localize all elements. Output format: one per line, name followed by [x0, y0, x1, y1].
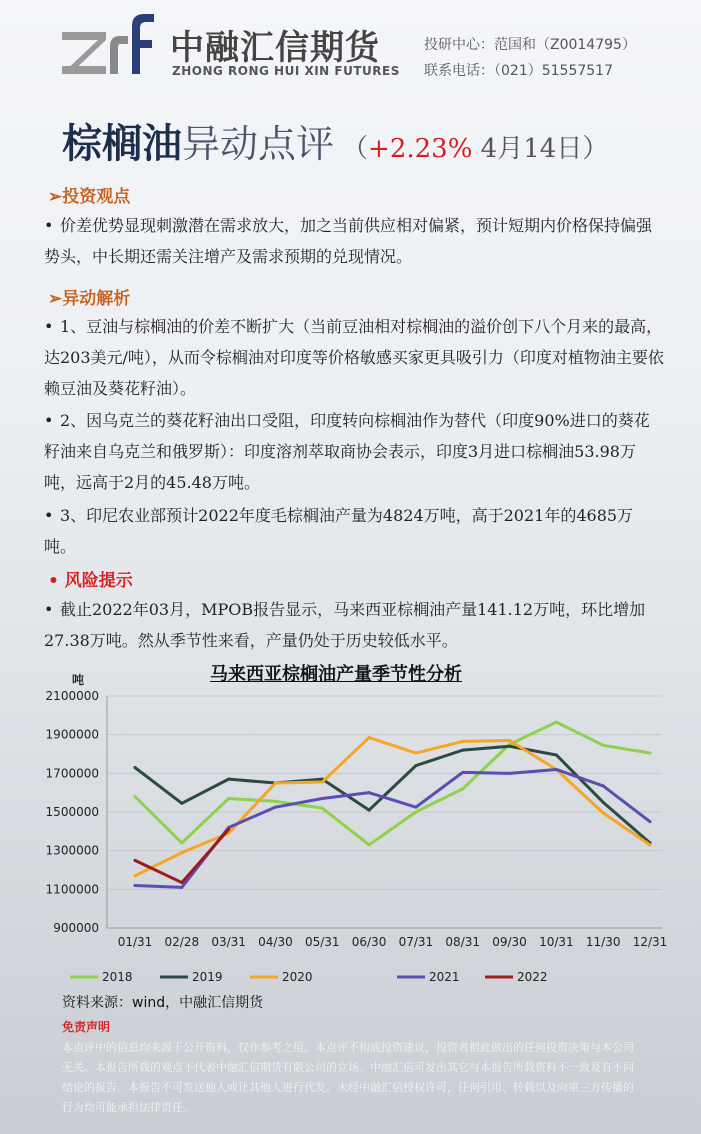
header — [0, 0, 701, 100]
section-investment-view: ➢投资观点 — [48, 187, 131, 207]
y-tick-label: 1900000 — [45, 727, 99, 742]
data-point-2019 — [134, 766, 137, 769]
logo-english-name: ZHONG RONG HUI XIN FUTURES — [172, 64, 400, 78]
y-tick-label: 1700000 — [45, 766, 99, 781]
series-line-2022 — [135, 829, 229, 882]
data-point-2020 — [602, 811, 605, 814]
data-point-2021 — [321, 797, 324, 800]
data-point-2019 — [414, 764, 417, 767]
data-point-2019 — [461, 749, 464, 752]
production-seasonality-chart — [0, 652, 701, 992]
data-point-2018 — [134, 795, 137, 798]
x-tick-label: 02/28 — [164, 935, 200, 949]
investment-view-body: 价差优势显现刺激潜在需求放大，加之当前供应相对偏紧，预计短期内价格保持偏强势头，中长期还需关注增产及需求预期的兑现情况。 — [44, 216, 653, 266]
title-paren-close: ） — [582, 134, 609, 164]
data-point-2021 — [368, 791, 371, 794]
data-point-2020 — [321, 781, 324, 784]
risk-text — [44, 594, 664, 656]
data-point-2018 — [649, 752, 652, 755]
disclaimer-text: 本点评中的信息均来源于公开资料，仅作参考之用。本点评不构成投资建议，投资者据此做出的任何投资决策与本公司无关。本报告所载的观点不代表中融汇信期货有限公司的立场。中融汇信可发出其它与本报告所载资料不一致及有不同结论的报告。本报告不可发送他人或让其他人进行代发。未经中融汇信授权许可，任何引用、转载以及向第三方传播的行为均可能承担法律责任。 — [62, 1041, 634, 1114]
data-point-2021 — [274, 806, 277, 809]
data-point-2019 — [227, 778, 230, 781]
title-change: +2.23% — [368, 134, 473, 164]
data-point-2018 — [368, 843, 371, 846]
section-analysis: ➢异动解析 — [48, 289, 131, 309]
data-point-2019 — [508, 745, 511, 748]
data-point-2019 — [555, 753, 558, 756]
data-point-2020 — [508, 739, 511, 742]
data-point-2022 — [227, 828, 230, 831]
data-point-2018 — [414, 811, 417, 814]
analysis-item-3 — [44, 500, 664, 562]
contact-phone: 联系电话：（021）51557517 — [424, 63, 613, 79]
analysis-item-2 — [44, 405, 664, 498]
bullet: • — [44, 317, 54, 336]
data-point-2021 — [461, 771, 464, 774]
risk-text-body: 截止2022年03月，MPOB报告显示，马来西亚棕榈油产量141.12万吨，环比增加27.38万吨。然从季节性来看，产量仍处于历史较低水平。 — [44, 600, 646, 650]
bullet: • — [44, 216, 54, 235]
x-tick-label: 05/31 — [304, 935, 340, 949]
data-point-2018 — [274, 800, 277, 803]
title-date: 4月14日 — [472, 134, 583, 164]
title-meta — [342, 134, 608, 164]
analysis-item-2-text: 2、因乌克兰的葵花籽油出口受阻，印度转向棕榈油作为替代（印度90%进口的葵花籽油来自乌克兰和俄罗斯）：印度溶剂萃取商协会表示，印度3月进口棕榈油53.98万吨，远高于2月的45.48万吨。 — [44, 411, 650, 492]
y-axis-label: 吨 — [72, 673, 85, 687]
data-point-2021 — [134, 884, 137, 887]
analysis-item-1 — [44, 311, 664, 404]
data-point-2018 — [555, 721, 558, 724]
legend-label-2019: 2019 — [192, 970, 223, 984]
x-tick-label: 08/31 — [445, 935, 481, 949]
data-point-2018 — [180, 841, 183, 844]
y-tick-label: 1100000 — [45, 882, 99, 897]
data-point-2021 — [555, 768, 558, 771]
data-point-2021 — [508, 772, 511, 775]
x-tick-label: 07/31 — [398, 935, 434, 949]
company-logo-icon — [62, 12, 156, 82]
x-tick-label: 03/31 — [211, 935, 246, 949]
x-tick-label: 04/30 — [258, 935, 293, 949]
x-tick-label: 11/30 — [585, 935, 621, 949]
data-point-2019 — [602, 801, 605, 804]
title-paren-open: （ — [342, 134, 369, 164]
series-line-2020 — [135, 738, 650, 876]
legend-label-2022: 2022 — [517, 970, 548, 984]
data-point-2020 — [134, 874, 137, 877]
data-point-2020 — [180, 851, 183, 854]
data-point-2019 — [368, 809, 371, 812]
data-point-2022 — [180, 881, 183, 884]
y-tick-label: 1500000 — [45, 805, 99, 819]
data-point-2020 — [461, 740, 464, 743]
data-point-2019 — [180, 802, 183, 805]
data-point-2021 — [602, 784, 605, 787]
legend-label-2020: 2020 — [282, 970, 313, 984]
y-tick-label: 900000 — [53, 921, 99, 935]
contact-analyst: 投研中心：范国和（Z0014795） — [424, 37, 636, 53]
chart-svg — [0, 652, 701, 992]
title-subject: 异动点评 — [182, 122, 335, 166]
analysis-item-1-text: 1、豆油与棕榈油的价差不断扩大（当前豆油相对棕榈油的溢价创下八个月来的最高，达203美元/吨），从而令棕榈油对印度等价格敏感买家更具吸引力（印度对植物油主要依赖豆油及葵花籽油）。 — [44, 317, 664, 398]
data-point-2018 — [461, 787, 464, 790]
data-point-2021 — [180, 886, 183, 889]
data-source: 资料来源：wind，中融汇信期货 — [62, 995, 264, 1011]
x-tick-label: 10/31 — [539, 935, 574, 949]
x-tick-label: 12/31 — [632, 935, 668, 949]
legend-label-2018: 2018 — [102, 970, 133, 984]
bullet: • — [44, 600, 54, 619]
data-point-2018 — [321, 807, 324, 810]
page-title — [62, 112, 609, 167]
chart-title: 马来西亚棕榈油产量季节性分析 — [210, 664, 462, 685]
y-tick-label: 1300000 — [45, 843, 99, 858]
disclaimer-title: 免责声明 — [62, 1020, 111, 1034]
x-tick-label: 09/30 — [492, 935, 527, 949]
logo-chinese-name: 中融汇信期货 — [170, 28, 380, 68]
investment-view-text — [44, 210, 664, 272]
data-point-2022 — [134, 859, 137, 862]
title-product: 棕榈油 — [62, 120, 182, 167]
x-tick-label: 06/30 — [351, 935, 387, 949]
bullet: • — [44, 411, 54, 430]
bullet: • — [44, 506, 54, 525]
x-tick-label: 01/31 — [117, 935, 153, 949]
data-point-2020 — [368, 736, 371, 739]
y-tick-label: 2100000 — [45, 689, 99, 703]
legend-label-2021: 2021 — [429, 970, 460, 984]
data-point-2021 — [649, 820, 652, 823]
data-point-2020 — [274, 782, 277, 785]
analysis-item-3-text: 3、印尼农业部预计2022年度毛棕榈油产量为4824万吨，高于2021年的4685万吨。 — [44, 506, 634, 556]
data-point-2021 — [414, 806, 417, 809]
data-point-2018 — [602, 744, 605, 747]
section-risk: • 风险提示 — [48, 571, 133, 591]
data-point-2018 — [227, 797, 230, 800]
data-point-2020 — [649, 843, 652, 846]
data-point-2020 — [414, 752, 417, 755]
